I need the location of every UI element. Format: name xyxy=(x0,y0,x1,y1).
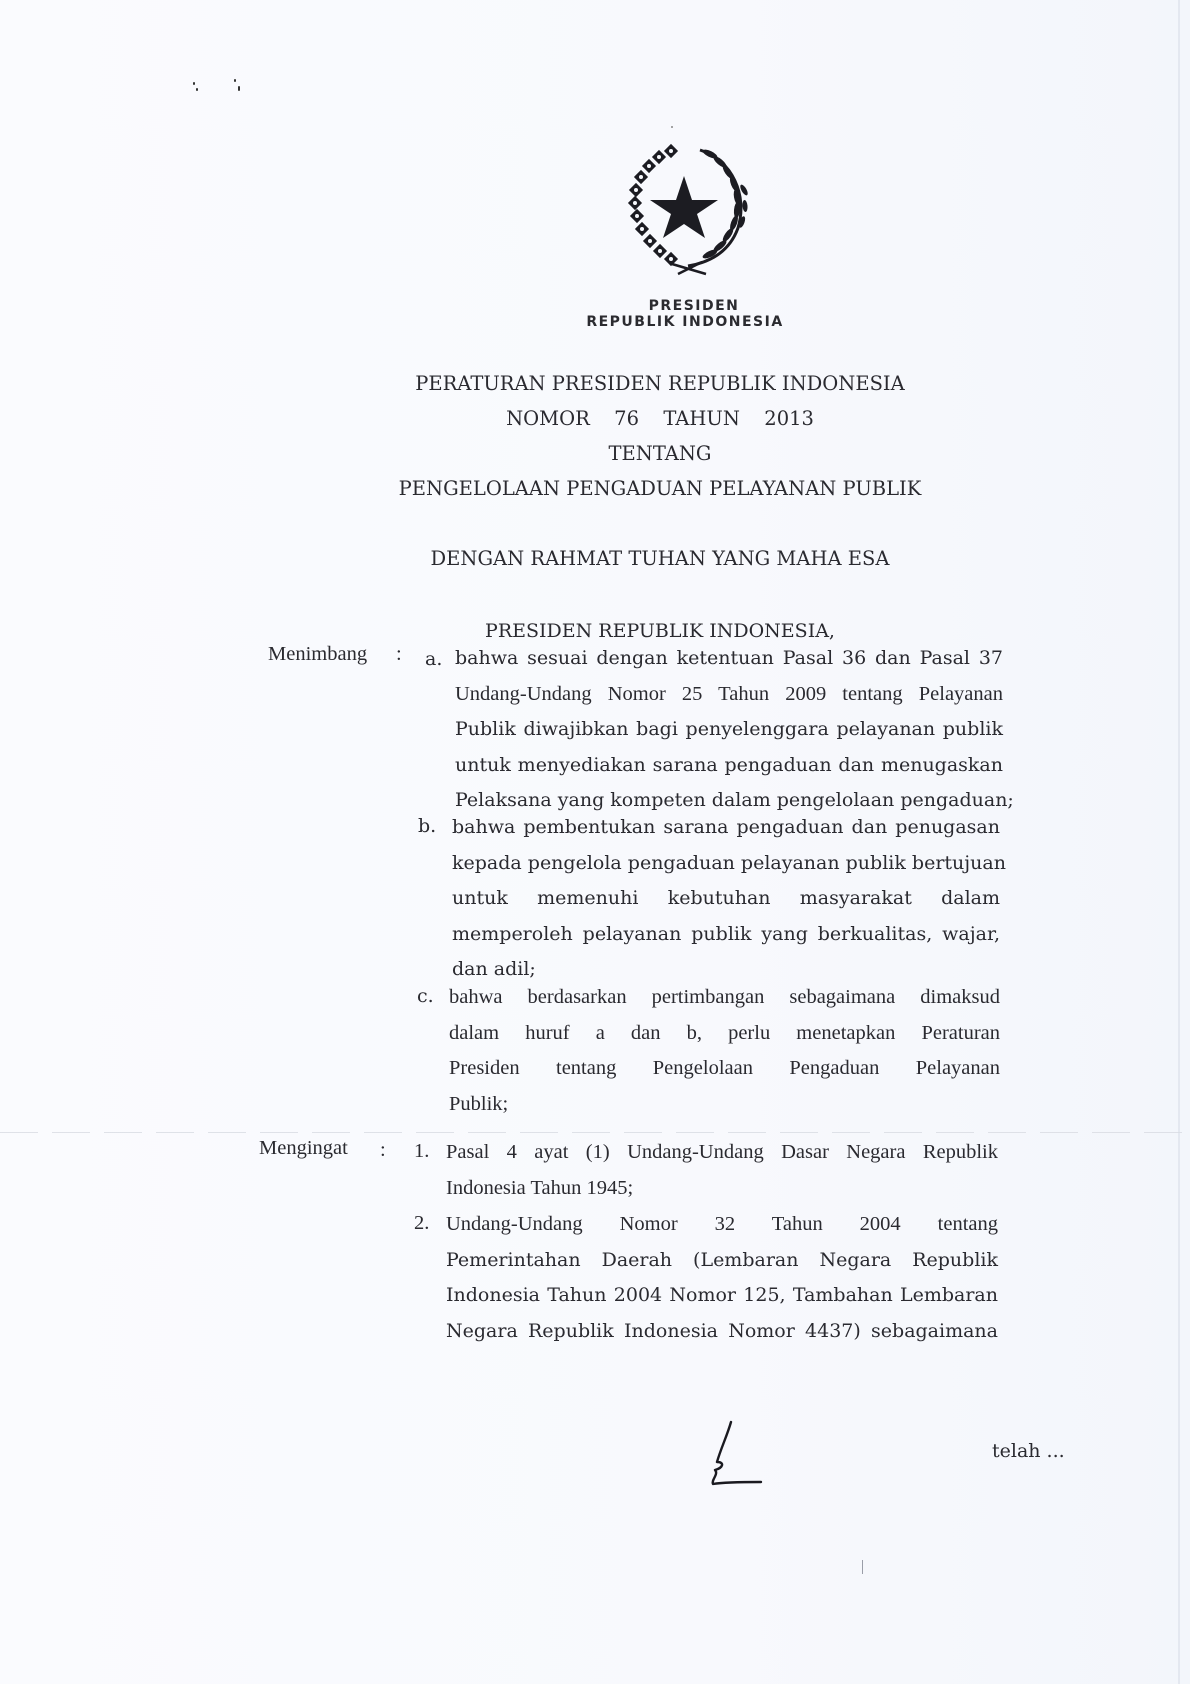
mengingat-label: Mengingat xyxy=(259,1137,348,1159)
text-line: Presiden tentang Pengelolaan Pengaduan Pelayanan xyxy=(449,1057,1000,1079)
mengingat-item-2 xyxy=(446,1207,998,1349)
menimbang-item-a xyxy=(455,641,1014,819)
text-line: bahwa berdasarkan pertimbangan sebagaimana dimaksud xyxy=(449,986,1000,1008)
mengingat-colon: : xyxy=(380,1139,386,1161)
text-line: kepada pengelola pengaduan pelayanan publik bertujuan xyxy=(452,851,1006,874)
mengingat-item-1 xyxy=(446,1135,998,1206)
letterhead-line1: PRESIDEN xyxy=(648,298,740,314)
scan-speck xyxy=(196,88,198,91)
text-line: dalam huruf a dan b, perlu menetapkan Peraturan xyxy=(449,1021,1000,1044)
text-line: dan adil; xyxy=(452,958,536,980)
scan-speck xyxy=(234,79,236,82)
menimbang-item-a-marker: a. xyxy=(425,648,443,670)
menimbang-colon: : xyxy=(396,643,402,665)
text-line: Publik; xyxy=(449,1092,509,1115)
invocation: DENGAN RAHMAT TUHAN YANG MAHA ESA xyxy=(430,547,890,570)
menimbang-label: Menimbang xyxy=(268,643,368,665)
paraf-signature-icon xyxy=(705,1418,775,1488)
fold-line xyxy=(0,1132,1190,1133)
text-line: Indonesia Tahun 2004 Nomor 125, Tambahan Lembaran xyxy=(446,1284,998,1306)
menimbang-item-c xyxy=(449,980,1000,1122)
page-edge xyxy=(1178,0,1180,1684)
text-line: untuk menyediakan sarana pengaduan dan menugaskan xyxy=(455,753,1003,776)
text-line: memperoleh pelayanan publik yang berkualitas, wajar, xyxy=(452,922,1000,945)
text-line: Undang-Undang Nomor 32 Tahun 2004 tentang xyxy=(446,1213,998,1235)
title-line-tentang: TENTANG xyxy=(608,442,712,465)
text-line: untuk memenuhi kebutuhan masyarakat dalam xyxy=(452,887,1000,909)
text-line: Negara Republik Indonesia Nomor 4437) sebagaimana xyxy=(446,1319,998,1342)
text-line: Pelaksana yang kompeten dalam pengelolaan pengaduan; xyxy=(455,789,1014,811)
scan-speck xyxy=(193,82,195,85)
text-line: Undang-Undang Nomor 25 Tahun 2009 tentang Pelayanan xyxy=(455,682,1003,705)
mengingat-item-2-marker: 2. xyxy=(414,1212,430,1234)
letterhead xyxy=(540,298,840,330)
scan-mark xyxy=(862,1560,863,1574)
title-line-number: NOMOR 76 TAHUN 2013 xyxy=(506,407,814,430)
text-line: bahwa pembentukan sarana pengaduan dan penugasan xyxy=(452,816,1000,838)
menimbang-item-b-marker: b. xyxy=(418,815,437,837)
title-line-subject: PENGELOLAAN PENGADUAN PELAYANAN PUBLIK xyxy=(398,477,922,500)
menimbang-item-c-marker: c. xyxy=(417,985,434,1007)
issuer-line: PRESIDEN REPUBLIK INDONESIA, xyxy=(485,620,835,642)
text-line: Pemerintahan Daerah (Lembaran Negara Republik xyxy=(446,1248,998,1271)
text-line: bahwa sesuai dengan ketentuan Pasal 36 dan Pasal 37 xyxy=(455,647,1003,669)
scan-speck xyxy=(671,126,673,128)
scan-speck xyxy=(238,86,240,91)
text-line: Indonesia Tahun 1945; xyxy=(446,1176,634,1199)
mengingat-item-1-marker: 1. xyxy=(414,1140,430,1162)
letterhead-line2: REPUBLIK INDONESIA xyxy=(586,314,784,330)
menimbang-item-b xyxy=(452,810,1006,988)
presidential-seal-icon xyxy=(622,140,752,280)
continuation-catchword: telah ... xyxy=(992,1440,1065,1462)
text-line: Publik diwajibkan bagi penyelenggara pelayanan publik xyxy=(455,718,1003,740)
regulation-title xyxy=(380,366,940,506)
title-line-regulation: PERATURAN PRESIDEN REPUBLIK INDONESIA xyxy=(415,372,905,395)
text-line: Pasal 4 ayat (1) Undang-Undang Dasar Negara Republik xyxy=(446,1141,998,1163)
